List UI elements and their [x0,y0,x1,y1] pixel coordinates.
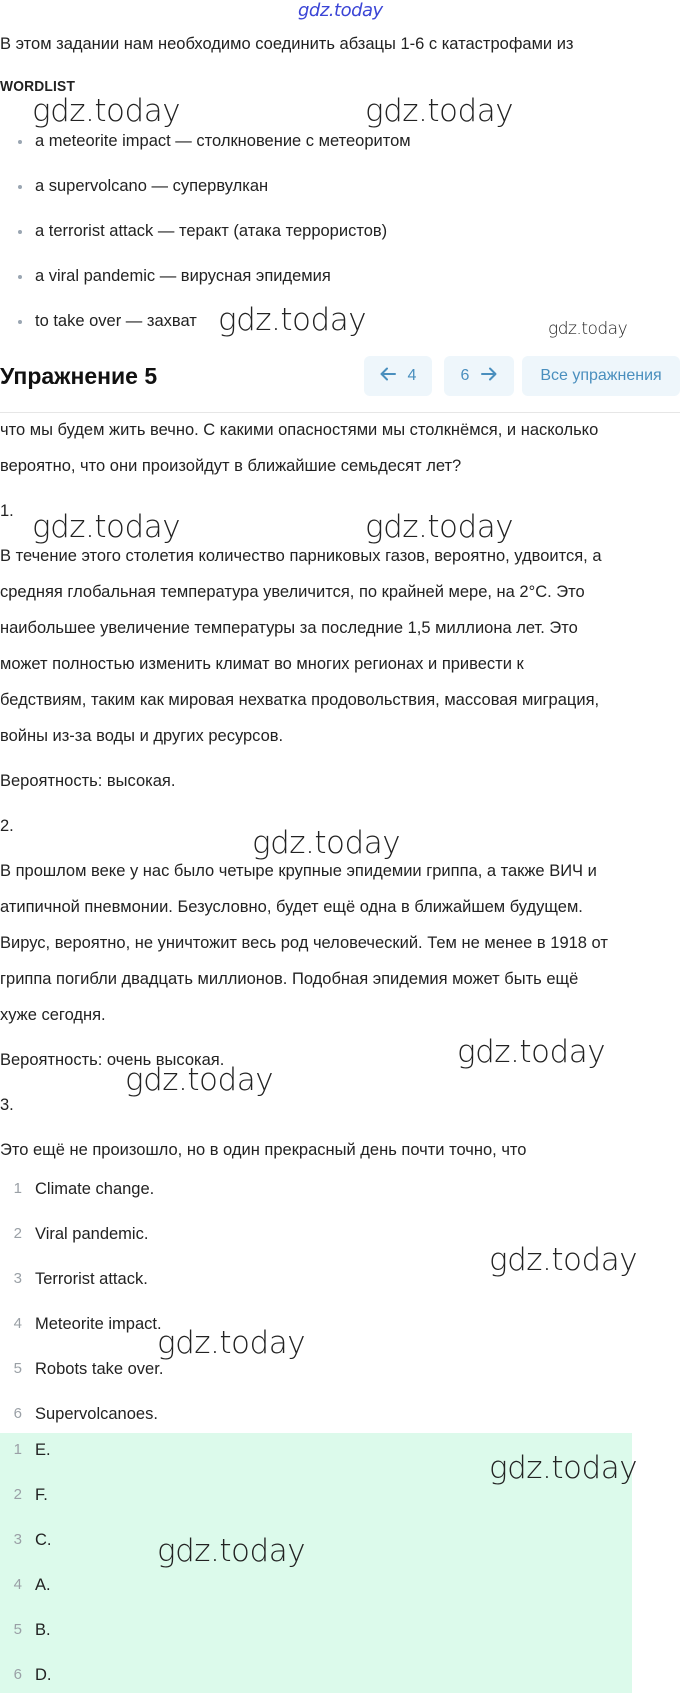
body-line: что мы будем жить вечно. С какими опасностями мы столкнёмся, и насколько [0,421,599,439]
intro-text: В этом задании нам необходимо соединить абзацы 1-6 с катастрофами из [0,35,574,53]
body-line: средняя глобальная температура увеличится, по крайней мере, на 2°С. Это [0,583,585,601]
list-item: Robots take over. [35,1360,164,1378]
list-number: 4 [13,1315,22,1332]
body-line: В прошлом веке у нас было четыре крупные эпидемии гриппа, а также ВИЧ и [0,862,597,880]
body-line: войны из-за воды и других ресурсов. [0,727,284,745]
body-line: бедствиям, таким как мировая нехватка продовольствия, массовая миграция, [0,691,600,709]
answer-number: 1 [13,1441,22,1458]
all-exercises-button[interactable]: Все упражнения [522,356,680,396]
watermark: gdz.today [548,319,628,339]
body-line: Вирус, вероятно, не уничтожит весь род человеческий. Тем не менее в 1918 от [0,934,608,952]
body-line: гриппа погибли двадцать миллионов. Подобная эпидемия может быть ещё [0,970,579,988]
answer-item: D. [35,1666,52,1684]
body-line: В течение этого столетия количество парниковых газов, вероятно, удвоится, а [0,547,602,565]
watermark: gdz.today [157,1533,306,1569]
wordlist-item: a meteorite impact — столкновение с метеоритом [35,132,411,150]
probability-text: Вероятность: очень высокая. [0,1051,225,1069]
prev-exercise-button[interactable] [364,356,432,396]
body-line: атипичной пневмонии. Безусловно, будет ещё одна в ближайшем будущем. [0,898,583,916]
wordlist-title: WORDLIST [0,78,76,95]
watermark: gdz.today [489,1450,638,1486]
watermark: gdz.today [489,1242,638,1278]
answer-item: B. [35,1621,51,1639]
bullet-dot [18,185,22,189]
list-number: 2 [13,1225,22,1242]
list-item: Climate change. [35,1180,155,1198]
wordlist-item: a terrorist attack — теракт (атака террористов) [35,222,388,240]
watermark: gdz.today [32,93,181,129]
bullet-dot [18,230,22,234]
arrow-right-icon [481,367,497,386]
wordlist-item: a viral pandemic — вирусная эпидемия [35,267,331,285]
list-item: Viral pandemic. [35,1225,149,1243]
body-line: вероятно, что они произойдут в ближайшие семьдесят лет? [0,457,462,475]
body-line: может полностью изменить климат во многих регионах и привести к [0,655,524,673]
list-number: 6 [13,1405,22,1422]
paragraph-number: 2. [0,817,14,835]
probability-text: Вероятность: высокая. [0,772,176,790]
bullet-dot [18,320,22,324]
watermark: gdz.today [218,302,367,338]
prev-exercise-label: 4 [407,367,417,384]
list-item: Terrorist attack. [35,1270,148,1288]
list-item: Supervolcanoes. [35,1405,158,1423]
paragraph-number: 1. [0,502,14,520]
body-line: хуже сегодня. [0,1006,106,1024]
list-number: 5 [13,1360,22,1377]
answer-item: A. [35,1576,51,1594]
list-number: 3 [13,1270,22,1287]
watermark: gdz.today [32,509,181,545]
exercise-title: Упражнение 5 [0,363,158,389]
watermark: gdz.today [365,93,514,129]
list-number: 1 [13,1180,22,1197]
answer-number: 4 [13,1576,22,1593]
watermark-top: gdz.today [298,0,383,21]
next-exercise-button[interactable] [444,356,514,396]
answer-item: C. [35,1531,52,1549]
watermark: gdz.today [365,509,514,545]
answer-item: E. [35,1441,51,1459]
watermark: gdz.today [457,1034,606,1070]
watermark: gdz.today [252,825,401,861]
arrow-left-icon [380,367,396,386]
paragraph-number: 3. [0,1096,14,1114]
body-line: наибольшее увеличение температуры за последние 1,5 миллиона лет. Это [0,619,578,637]
answer-number: 6 [13,1666,22,1683]
next-exercise-label: 6 [460,367,470,384]
body-line: Это ещё не произошло, но в один прекрасный день почти точно, что [0,1141,527,1159]
answer-number: 3 [13,1531,22,1548]
watermark: gdz.today [157,1325,306,1361]
watermark: gdz.today [125,1062,274,1098]
wordlist-item: to take over — захват [35,312,197,330]
answer-number: 5 [13,1621,22,1638]
answer-number: 2 [13,1486,22,1503]
answer-item: F. [35,1486,48,1504]
bullet-dot [18,140,22,144]
bullet-dot [18,275,22,279]
list-item: Meteorite impact. [35,1315,162,1333]
wordlist-item: a supervolcano — супервулкан [35,177,269,195]
